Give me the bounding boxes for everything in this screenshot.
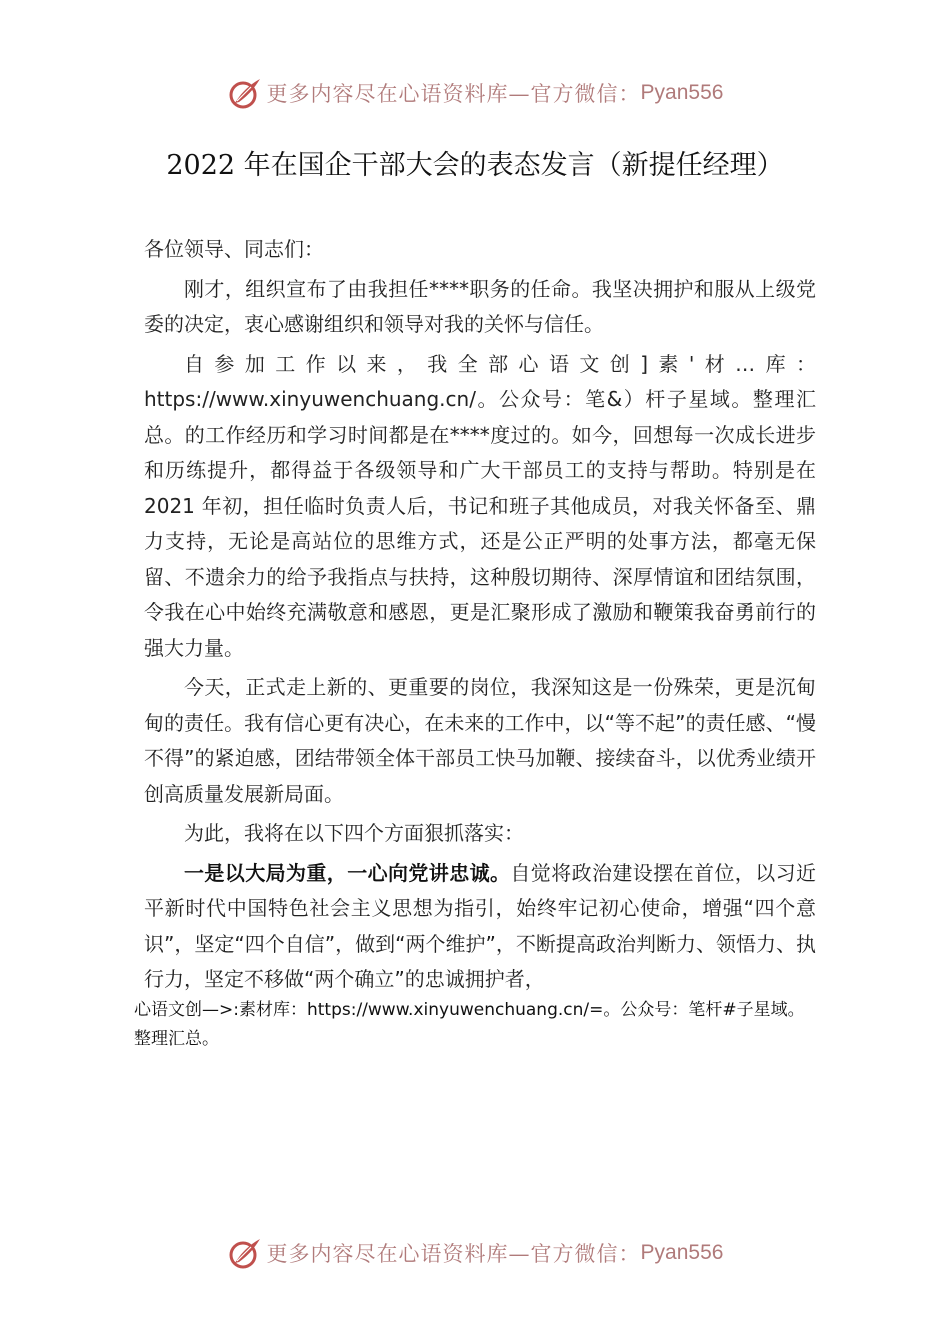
paragraph-5-heading: 一是以大局为重，一心向党讲忠诚。	[184, 860, 511, 885]
paragraph-5	[144, 856, 816, 998]
paragraph-2: 自参加工作以来，我全部心语文创]素'材…库：https://www.xinyuwenchuang.cn/。公众号：笔&）杆子星域。整理汇总。的工作经历和学习时间都是在****度过的。如今，回想每一次成长进步和历练提升，都得益于各级领导和广大干部员工的支持与帮助。特别是在 2021 年初，担任临时负责人后，书记和班子其他成员，对我关怀备至、鼎力支持，无论是高站位的思维方式，还是公正严明的处事方法，都毫无保留、不遗余力的给予我指点与扶持，这种殷切期待、深厚情谊和团结氛围，令我在心中始终充满敬意和感恩，更是汇聚形成了激励和鞭策我奋勇前行的强大力量。	[144, 351, 816, 660]
source-note	[134, 996, 824, 1054]
paragraph-5-text: 自觉将政治建设摆在首位，以习近平新时代中国特色社会主义思想为指引，始终牢记初心使命，增强“四个意识”，坚定“四个自信”，做到“两个维护”，不断提高政治判断力、领悟力、执行力，坚定不移做“两个确立”的忠诚拥护者，	[144, 860, 817, 991]
banner-wechat-id: Pyan556	[640, 1241, 724, 1264]
source-note-line-1: 心语文创—>:素材库：https://www.xinyuwenchuang.cn/=。公众号：笔杆#子星域。	[134, 1000, 805, 1020]
header-banner	[0, 71, 950, 115]
footer-banner	[0, 1231, 950, 1275]
quill-logo-icon	[227, 1235, 263, 1271]
salutation: 各位领导、同志们：	[144, 237, 324, 261]
banner-text: 更多内容尽在心语资料库—官方微信：	[266, 82, 641, 106]
paragraph-4: 为此，我将在以下四个方面狠抓落实：	[184, 821, 524, 845]
banner-wechat-id: Pyan556	[640, 81, 724, 104]
document-title: 2022 年在国企干部大会的表态发言（新提任经理）	[166, 150, 784, 181]
quill-logo-icon	[227, 75, 263, 111]
paragraph-3: 今天，正式走上新的、更重要的岗位，我深知这是一份殊荣，更是沉甸甸的责任。我有信心更有决心，在未来的工作中，以“等不起”的责任感、“慢不得”的紧迫感，团结带领全体干部员工快马加鞭、接续奋斗，以优秀业绩开创高质量发展新局面。	[144, 675, 816, 806]
banner-text: 更多内容尽在心语资料库—官方微信：	[266, 1242, 641, 1266]
source-note-line-2: 整理汇总。	[134, 1029, 219, 1049]
paragraph-1: 刚才，组织宣布了由我担任****职务的任命。我坚决拥护和服从上级党委的决定，衷心感谢组织和领导对我的关怀与信任。	[144, 276, 816, 336]
document-body	[144, 232, 816, 998]
